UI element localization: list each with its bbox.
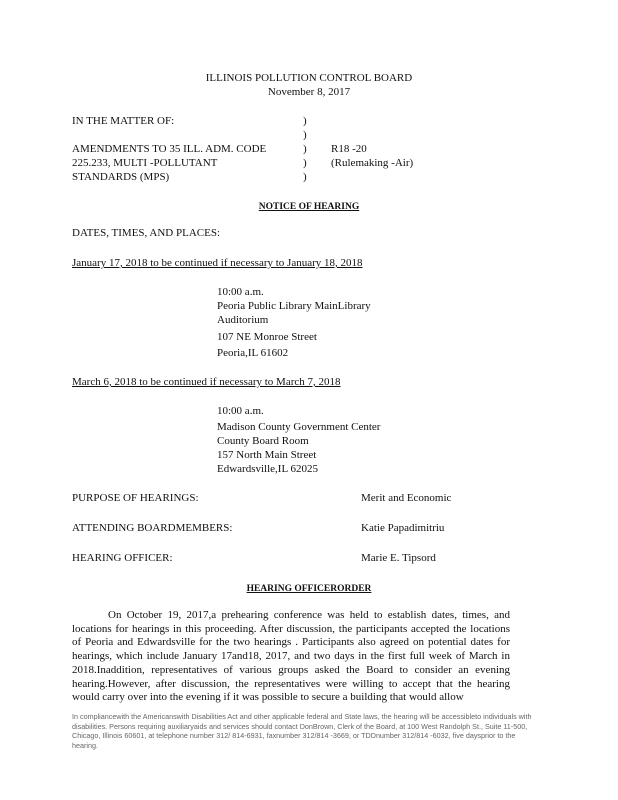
hearing-2-venue-room: County Board Room: [217, 435, 309, 447]
caption-line-2: 225.233, MULTI -POLLUTANT: [72, 157, 218, 169]
hearing-1-date: January 17, 2018 to be continued if necessary to January 18, 2018: [72, 257, 363, 269]
hearing-2-time: 10:00 a.m.: [217, 405, 264, 417]
accessibility-footer: In compliancewith the Americanswith Disabilities Act and other applicable federal and State laws, the hearing will be accessibleto individuals with disabilities. Persons requiring auxiliaryaids and services should contact DonBrown, Clerk of the Board, at 100 West Randolph St., Suite 11-500, Chicago, Illinois 60601, at telephone number 312/ 814-6931, faxnumber 312/814 -3669, or TDDnumber 312/814 -6032, five daysprior to the hearing.: [72, 712, 532, 750]
hearing-officer-label: HEARING OFFICER:: [72, 552, 173, 564]
caption-paren: ): [303, 171, 307, 183]
purpose-label: PURPOSE OF HEARINGS:: [72, 492, 199, 504]
caption-paren: ): [303, 115, 307, 127]
hearing-1-street: 107 NE Monroe Street: [217, 331, 317, 343]
matter-label: IN THE MATTER OF:: [72, 115, 175, 127]
notice-title: NOTICE OF HEARING: [258, 202, 360, 212]
hearing-2-city: Edwardsville,IL 62025: [217, 463, 319, 475]
purpose-value: Merit and Economic: [361, 492, 452, 504]
hearing-1-time: 10:00 a.m.: [217, 286, 264, 298]
caption-line-1: AMENDMENTS TO 35 ILL. ADM. CODE: [72, 143, 267, 155]
order-date: November 8, 2017: [267, 86, 351, 98]
hearing-1-venue: Peoria Public Library MainLibrary: [217, 300, 371, 312]
caption-paren: ): [303, 143, 307, 155]
hearing-1-venue-room: Auditorium: [217, 314, 269, 326]
caption-line-3: STANDARDS (MPS): [72, 171, 170, 183]
attending-value: Katie Papadimitriu: [361, 522, 445, 534]
hearing-officer-value: Marie E. Tipsord: [361, 552, 436, 564]
hearing-2-street: 157 North Main Street: [217, 449, 317, 461]
dates-label: DATES, TIMES, AND PLACES:: [72, 227, 221, 239]
order-title: HEARING OFFICERORDER: [246, 584, 372, 594]
docket-number: R18 -20: [331, 143, 367, 155]
hearing-2-date: March 6, 2018 to be continued if necessary to March 7, 2018: [72, 376, 341, 388]
docket-type: (Rulemaking -Air): [331, 157, 414, 169]
hearing-1-city: Peoria,IL 61602: [217, 347, 289, 359]
board-name: ILLINOIS POLLUTION CONTROL BOARD: [205, 72, 413, 84]
caption-paren: ): [303, 157, 307, 169]
caption-paren: ): [303, 129, 307, 141]
attending-label: ATTENDING BOARDMEMBERS:: [72, 522, 233, 534]
body-paragraph: On October 19, 2017,a prehearing conference was held to establish dates, times, and locations for hearings in this proceeding. After discussion, the participants accepted the locations of Peoria and Edwardsville for the two hearings . Participants also agreed on potential dates for hearings, which include January 17and18, 2017, and two days in the first full week of March in 2018.Inaddition, representatives of various groups asked the Board to consider an evening hearing.However, after discussion, the representatives were willing to accept that the hearing would carry over into the evening if it was possible to secure a building that would allow: [72, 609, 510, 704]
hearing-2-venue: Madison County Government Center: [217, 421, 381, 433]
